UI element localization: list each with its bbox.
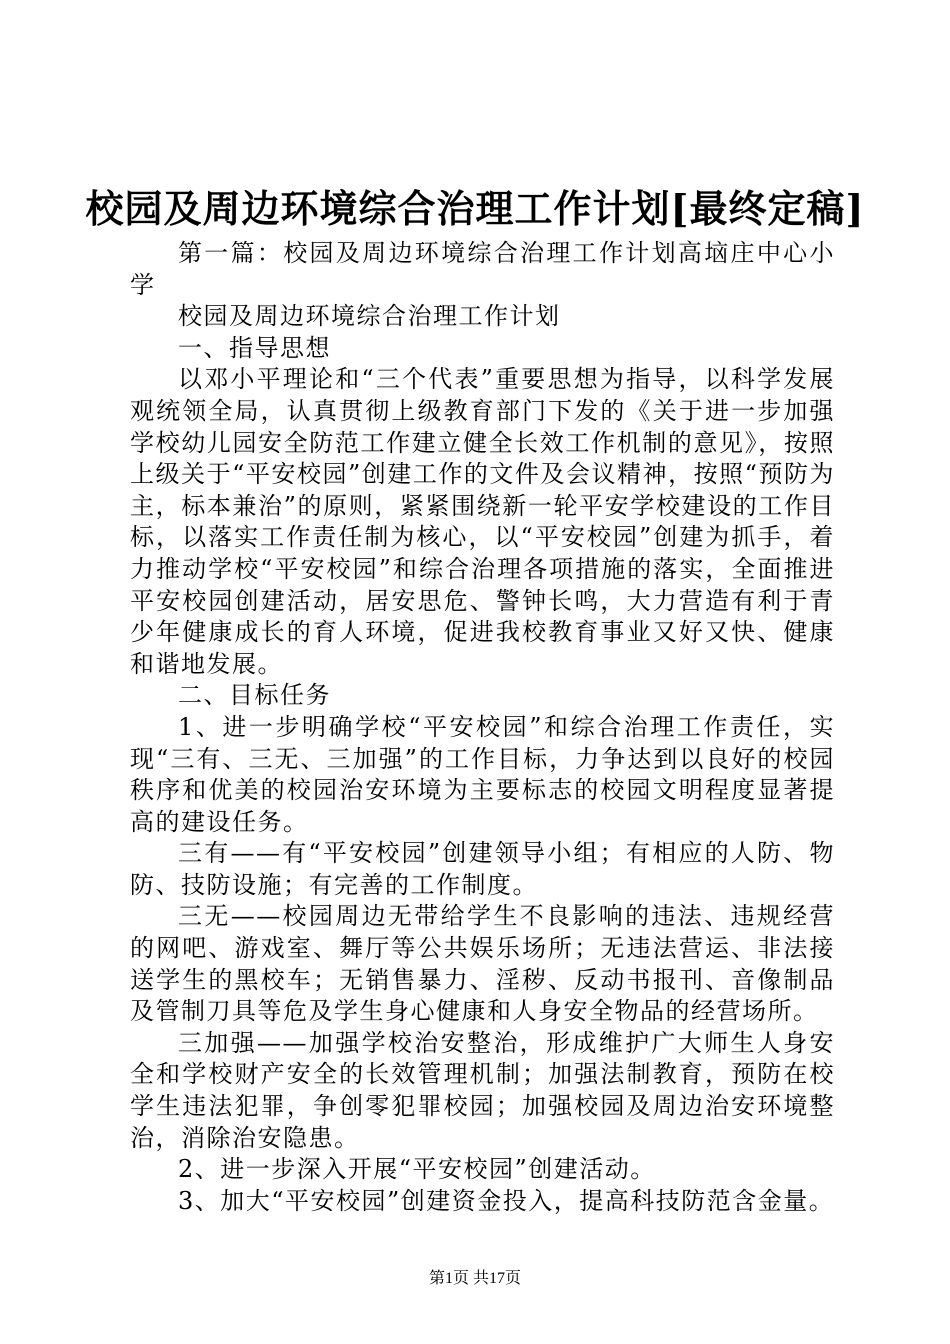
document-body [130,238,835,1217]
page-number-footer: 第1页 共17页 [428,1270,521,1287]
paragraph-part-heading: 第一篇：校园及周边环境综合治理工作计划高垴庄中心小学 [130,239,835,299]
section-heading-guiding-ideology: 一、指导思想 [178,333,331,362]
paragraph-three-nos: 三无——校园周边无带给学生不良影响的违法、违规经营的网吧、游戏室、舞厅等公共娱乐场所；无违法营运、非法接送学生的黑校车；无销售暴力、淫秽、反动书报刊、音像制品及管制刀具等危及学生身心健康和人身安全物品的经营场所。 [130,902,835,1026]
paragraph-goal-2: 2、进一步深入开展“平安校园”创建活动。 [178,1155,656,1184]
document-title: 校园及周边环境综合治理工作计划[最终定稿] [85,186,865,231]
paragraph-three-strengthens: 三加强——加强学校治安整治，形成维护广大师生人身安全和学校财产安全的长效管理机制；加强法制教育，预防在校学生违法犯罪，争创零犯罪校园；加强校园及周边治安环境整治，消除治安隐患。 [130,1028,835,1152]
paragraph-subtitle: 校园及周边环境综合治理工作计划 [178,302,561,331]
section-heading-goals: 二、目标任务 [178,681,331,710]
paragraph-guiding-ideology: 以邓小平理论和“三个代表”重要思想为指导，以科学发展观统领全局，认真贯彻上级教育部门下发的《关于进一步加强学校幼儿园安全防范工作建立健全长效工作机制的意见》，按照上级关于“平安校园”创建工作的文件及会议精神，按照“预防为主，标本兼治”的原则，紧紧围绕新一轮平安学校建设的工作目标，以落实工作责任制为核心，以“平安校园”创建为抓手，着力推动学校“平安校园”和综合治理各项措施的落实，全面推进平安校园创建活动，居安思危、警钟长鸣，大力营造有利于青少年健康成长的育人环境，促进我校教育事业又好又快、健康和谐地发展。 [130,365,835,678]
paragraph-three-haves: 三有——有“平安校园”创建领导小组；有相应的人防、物防、技防设施；有完善的工作制度。 [130,839,835,899]
paragraph-goal-1: 1、进一步明确学校“平安校园”和综合治理工作责任，实现“三有、三无、三加强”的工作目标，力争达到以良好的校园秩序和优美的校园治安环境为主要标志的校园文明程度显著提高的建设任务。 [130,712,835,836]
paragraph-goal-3: 3、加大“平安校园”创建资金投入，提高科技防范含金量。 [178,1186,835,1215]
